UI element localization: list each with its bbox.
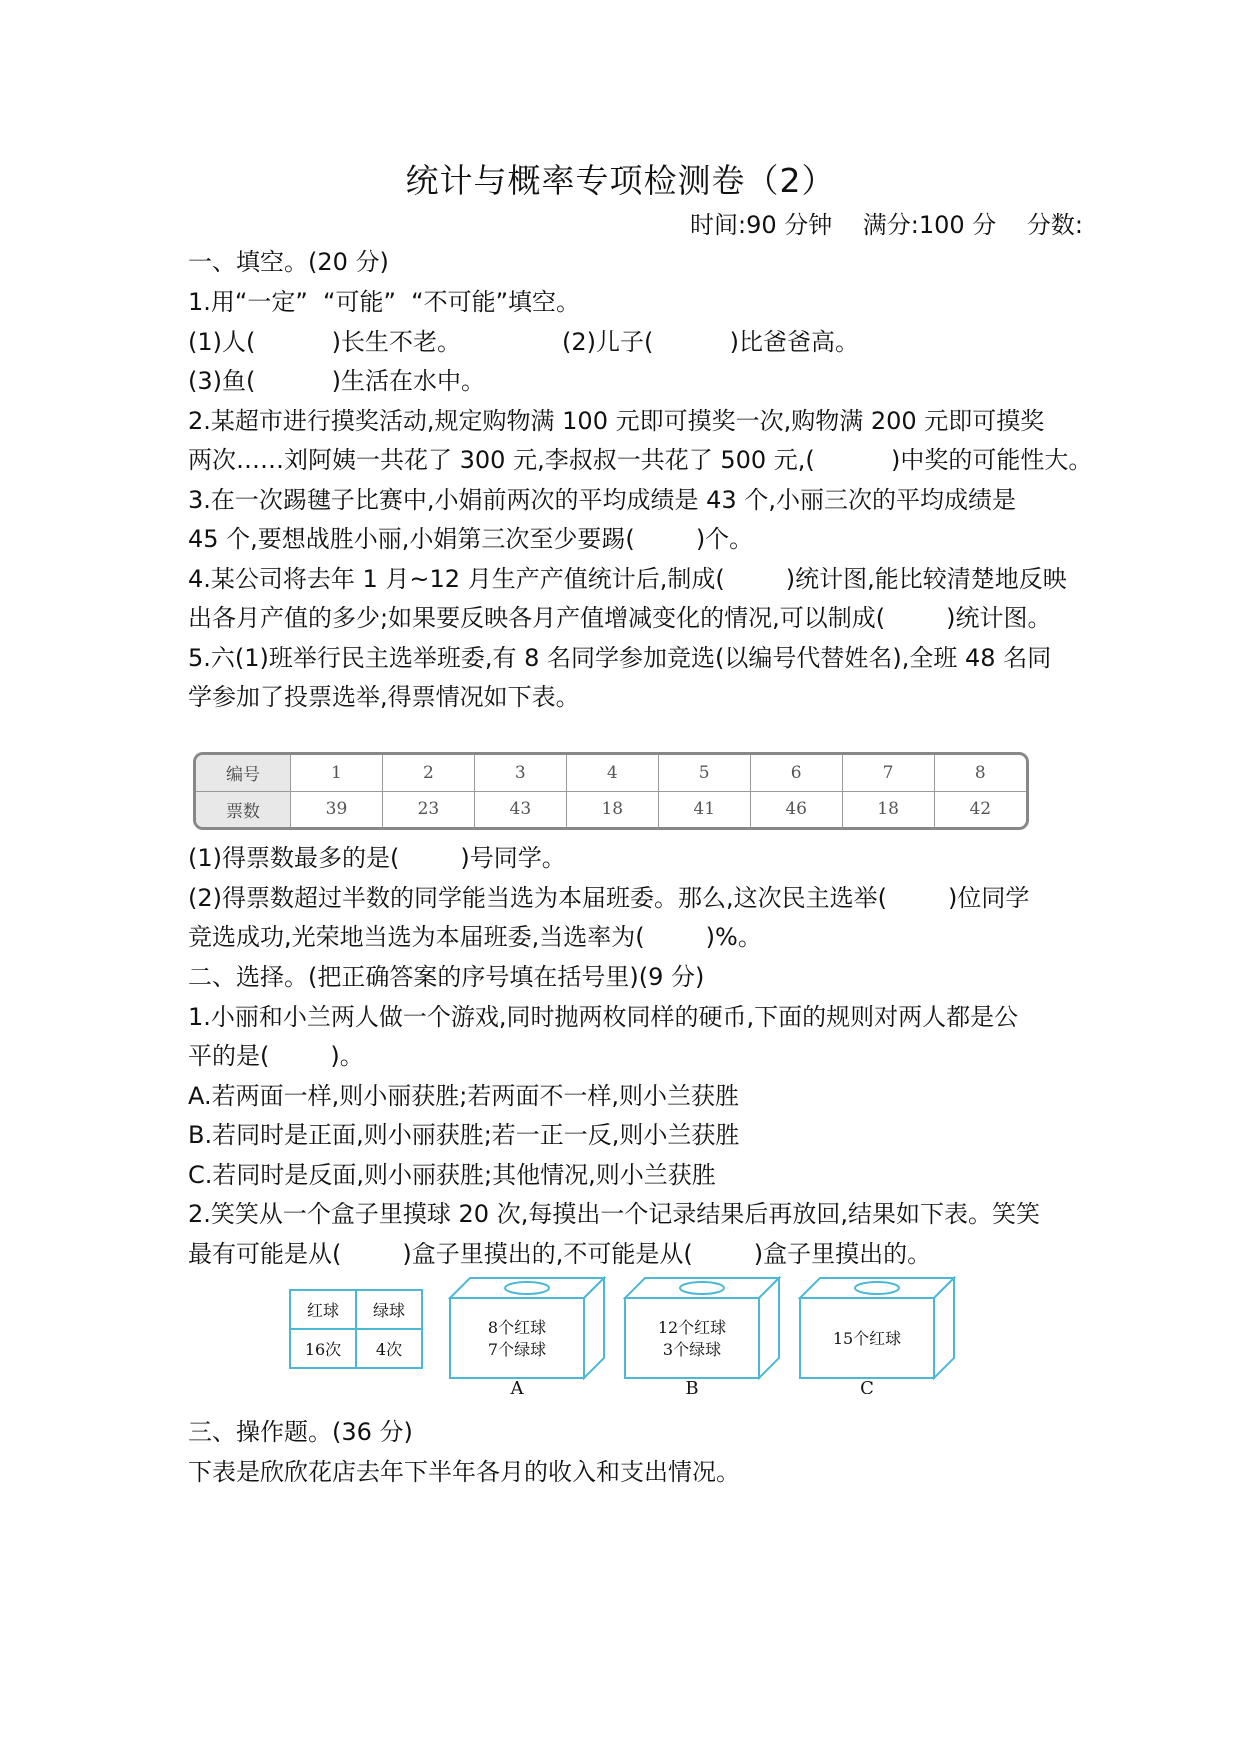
box-b-letter: B bbox=[685, 1378, 699, 1394]
vote-table-header-number: 编号 bbox=[196, 755, 291, 791]
ball-table-value-red: 16次 bbox=[290, 1329, 356, 1368]
table-cell: 6 bbox=[750, 755, 842, 791]
box-b-label-2: 3个绿球 bbox=[662, 1340, 722, 1359]
box-b-figure bbox=[623, 1276, 783, 1394]
q5-sub-1: (1)得票数最多的是( )号同学。 bbox=[188, 844, 566, 872]
q2-line-1: 2.某超市进行摸奖活动,规定购物满 100 元即可摸奖一次,购物满 200 元即可摸奖 bbox=[188, 407, 1045, 435]
s2-q2-line-2: 最有可能是从( )盒子里摸出的,不可能是从( )盒子里摸出的。 bbox=[188, 1240, 932, 1268]
table-cell: 42 bbox=[934, 791, 1026, 827]
ball-table-header-green: 绿球 bbox=[356, 1290, 422, 1329]
box-a-figure bbox=[448, 1276, 608, 1394]
table-cell: 39 bbox=[291, 791, 383, 827]
box-c-letter: C bbox=[860, 1378, 874, 1394]
table-cell: 3 bbox=[474, 755, 566, 791]
s2-q1-option-c: C.若同时是反面,则小丽获胜;其他情况,则小兰获胜 bbox=[188, 1161, 716, 1189]
page-title: 统计与概率专项检测卷（2） bbox=[405, 161, 836, 200]
q1-option-a: (1)人( )长生不老。 bbox=[188, 328, 462, 356]
ball-table-header-red: 红球 bbox=[290, 1290, 356, 1329]
vote-table bbox=[193, 752, 1029, 830]
q1-option-c: (3)鱼( )生活在水中。 bbox=[188, 367, 486, 395]
q4-line-2: 出各月产值的多少;如果要反映各月产值增减变化的情况,可以制成( )统计图。 bbox=[188, 604, 1052, 632]
box-b-label-1: 12个红球 bbox=[657, 1318, 727, 1337]
table-cell: 8 bbox=[934, 755, 1026, 791]
table-cell: 18 bbox=[566, 791, 658, 827]
vote-table-header-votes: 票数 bbox=[196, 791, 291, 827]
section3-heading: 三、操作题。(36 分) bbox=[188, 1418, 413, 1446]
s2-q1-line-2: 平的是( )。 bbox=[188, 1042, 364, 1070]
table-cell: 18 bbox=[842, 791, 934, 827]
vote-table-number-row bbox=[196, 755, 1026, 791]
q5-sub-2-line-2: 竞选成功,光荣地当选为本届班委,当选率为( )%。 bbox=[188, 923, 762, 951]
q3-line-2: 45 个,要想战胜小丽,小娟第三次至少要踢( )个。 bbox=[188, 525, 754, 553]
exam-score-field[interactable]: 分数: bbox=[1026, 211, 1083, 239]
q5-line-2: 学参加了投票选举,得票情况如下表。 bbox=[188, 683, 580, 711]
ball-result-table bbox=[289, 1289, 423, 1369]
table-cell: 23 bbox=[382, 791, 474, 827]
q2-line-2: 两次……刘阿姨一共花了 300 元,李叔叔一共花了 500 元,( )中奖的可能性大。 bbox=[188, 446, 1093, 474]
table-cell: 2 bbox=[382, 755, 474, 791]
box-a-letter: A bbox=[510, 1378, 524, 1394]
s2-q1-line-1: 1.小丽和小兰两人做一个游戏,同时抛两枚同样的硬币,下面的规则对两人都是公 bbox=[188, 1003, 1019, 1031]
section3-intro: 下表是欣欣花店去年下半年各月的收入和支出情况。 bbox=[188, 1458, 740, 1486]
vote-table-votes-row bbox=[196, 791, 1026, 827]
table-cell: 1 bbox=[291, 755, 383, 791]
q4-line-1: 4.某公司将去年 1 月~12 月生产产值统计后,制成( )统计图,能比较清楚地反映 bbox=[188, 565, 1067, 593]
s2-q2-line-1: 2.笑笑从一个盒子里摸球 20 次,每摸出一个记录结果后再放回,结果如下表。笑笑 bbox=[188, 1200, 1040, 1228]
table-cell: 5 bbox=[658, 755, 750, 791]
box-opening-icon bbox=[680, 1282, 724, 1294]
table-cell: 7 bbox=[842, 755, 934, 791]
table-cell: 46 bbox=[750, 791, 842, 827]
exam-time: 时间:90 分钟 bbox=[690, 211, 833, 239]
section1-heading: 一、填空。(20 分) bbox=[188, 248, 389, 276]
exam-full-score: 满分:100 分 bbox=[862, 211, 997, 239]
q1-stem: 1.用“一定” “可能” “不可能”填空。 bbox=[188, 288, 581, 316]
box-a-label-1: 8个红球 bbox=[487, 1318, 547, 1337]
box-a-label-2: 7个绿球 bbox=[487, 1340, 547, 1359]
q5-sub-2-line-1: (2)得票数超过半数的同学能当选为本届班委。那么,这次民主选举( )位同学 bbox=[188, 884, 1030, 912]
box-opening-icon bbox=[505, 1282, 549, 1294]
table-cell: 41 bbox=[658, 791, 750, 827]
box-opening-icon bbox=[855, 1282, 899, 1294]
q5-line-1: 5.六(1)班举行民主选举班委,有 8 名同学参加竞选(以编号代替姓名),全班 48 名同 bbox=[188, 644, 1052, 672]
q1-option-b: (2)儿子( )比爸爸高。 bbox=[562, 328, 860, 356]
s2-q1-option-a: A.若两面一样,则小丽获胜;若两面不一样,则小兰获胜 bbox=[188, 1082, 739, 1110]
table-cell: 43 bbox=[474, 791, 566, 827]
exam-meta bbox=[690, 205, 1083, 240]
s2-q1-option-b: B.若同时是正面,则小丽获胜;若一正一反,则小兰获胜 bbox=[188, 1121, 740, 1149]
box-c-figure bbox=[798, 1276, 958, 1394]
ball-table-value-green: 4次 bbox=[356, 1329, 422, 1368]
table-cell: 4 bbox=[566, 755, 658, 791]
section2-heading: 二、选择。(把正确答案的序号填在括号里)(9 分) bbox=[188, 963, 705, 991]
q3-line-1: 3.在一次踢毽子比赛中,小娟前两次的平均成绩是 43 个,小丽三次的平均成绩是 bbox=[188, 486, 1016, 514]
box-c-label-1: 15个红球 bbox=[832, 1329, 902, 1348]
